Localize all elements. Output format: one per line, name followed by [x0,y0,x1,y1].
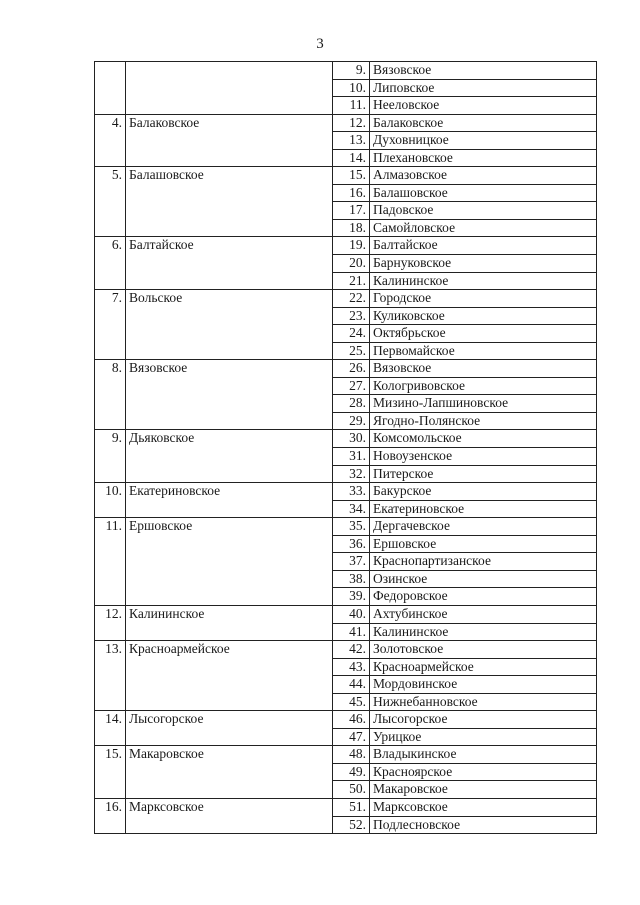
settlement-number: 40. [333,605,370,623]
settlement-name: Самойловское [370,219,597,237]
settlement-number: 14. [333,149,370,167]
page-number: 3 [316,36,324,52]
settlement-name: Комсомольское [370,430,597,448]
table-row [95,360,597,378]
settlement-number: 46. [333,711,370,729]
table-row [95,518,597,536]
table-row [95,605,597,623]
settlement-name: Куликовское [370,307,597,325]
settlement-number: 41. [333,623,370,641]
settlement-name: Золотовское [370,641,597,659]
settlement-name: Озинское [370,570,597,588]
district-name: Марксовское [126,798,333,833]
settlement-number: 42. [333,641,370,659]
table-row [95,237,597,255]
district-number: 12. [95,605,126,640]
settlement-name: Урицкое [370,728,597,746]
settlement-name: Балашовское [370,184,597,202]
settlement-name: Калининское [370,623,597,641]
district-number: 11. [95,518,126,606]
settlement-name: Первомайское [370,342,597,360]
district-number: 14. [95,711,126,746]
settlement-number: 9. [333,62,370,80]
district-number: 16. [95,798,126,833]
settlement-number: 45. [333,693,370,711]
settlement-number: 18. [333,219,370,237]
settlement-number: 43. [333,658,370,676]
settlement-name: Макаровское [370,781,597,799]
district-name: Лысогорское [126,711,333,746]
table-row [95,641,597,659]
settlement-name: Лысогорское [370,711,597,729]
table-row [95,711,597,729]
settlement-number: 48. [333,746,370,764]
settlement-name: Ершовское [370,535,597,553]
settlement-name: Октябрьское [370,325,597,343]
settlement-number: 25. [333,342,370,360]
settlement-number: 34. [333,500,370,518]
settlement-number: 49. [333,763,370,781]
settlement-name: Балтайское [370,237,597,255]
settlement-name: Вязовское [370,62,597,80]
settlement-name: Вязовское [370,360,597,378]
settlement-number: 38. [333,570,370,588]
district-name: Вольское [126,290,333,360]
settlement-number: 17. [333,202,370,220]
settlement-name: Городское [370,290,597,308]
table-row [95,483,597,501]
settlement-number: 22. [333,290,370,308]
table-row [95,798,597,816]
district-name: Екатериновское [126,483,333,518]
table-row [95,746,597,764]
table-row [95,290,597,308]
district-name: Балтайское [126,237,333,290]
settlement-name: Марксовское [370,798,597,816]
settlement-name: Подлесновское [370,816,597,834]
settlement-name: Красноармейское [370,658,597,676]
table-body [95,62,597,834]
district-name: Калининское [126,605,333,640]
settlement-name: Ахтубинское [370,605,597,623]
settlement-number: 37. [333,553,370,571]
district-number: 5. [95,167,126,237]
settlement-number: 31. [333,448,370,466]
settlement-number: 10. [333,79,370,97]
table-row [95,114,597,132]
settlement-number: 11. [333,97,370,115]
district-number: 4. [95,114,126,167]
settlement-name: Нееловское [370,97,597,115]
district-number: 15. [95,746,126,799]
settlement-number: 16. [333,184,370,202]
settlement-name: Духовницкое [370,132,597,150]
settlement-name: Плехановское [370,149,597,167]
settlement-number: 24. [333,325,370,343]
settlement-number: 29. [333,412,370,430]
settlement-number: 12. [333,114,370,132]
district-number [95,62,126,115]
settlement-name: Новоузенское [370,448,597,466]
settlement-number: 35. [333,518,370,536]
settlement-number: 52. [333,816,370,834]
settlement-name: Падовское [370,202,597,220]
settlement-name: Балаковское [370,114,597,132]
settlement-number: 44. [333,676,370,694]
settlement-number: 27. [333,377,370,395]
settlement-name: Дергачевское [370,518,597,536]
settlement-number: 51. [333,798,370,816]
settlement-name: Барнуковское [370,255,597,273]
district-name: Вязовское [126,360,333,430]
settlement-name: Ягодно-Полянское [370,412,597,430]
district-number: 6. [95,237,126,290]
settlement-number: 26. [333,360,370,378]
settlement-number: 13. [333,132,370,150]
settlement-number: 33. [333,483,370,501]
district-name: Дьяковское [126,430,333,483]
settlement-name: Красноярское [370,763,597,781]
district-name: Красноармейское [126,641,333,711]
district-number: 10. [95,483,126,518]
settlement-name: Калининское [370,272,597,290]
settlements-table [94,61,597,834]
settlement-number: 36. [333,535,370,553]
settlement-name: Екатериновское [370,500,597,518]
settlement-number: 23. [333,307,370,325]
district-name: Макаровское [126,746,333,799]
settlement-number: 39. [333,588,370,606]
district-name [126,62,333,115]
district-name: Ершовское [126,518,333,606]
settlement-name: Краснопартизанское [370,553,597,571]
settlement-number: 32. [333,465,370,483]
settlement-name: Владыкинское [370,746,597,764]
district-number: 13. [95,641,126,711]
district-number: 7. [95,290,126,360]
settlement-number: 50. [333,781,370,799]
settlement-number: 30. [333,430,370,448]
settlement-name: Кологривовское [370,377,597,395]
settlement-name: Нижнебанновское [370,693,597,711]
district-name: Балаковское [126,114,333,167]
settlement-number: 21. [333,272,370,290]
settlement-name: Питерское [370,465,597,483]
district-number: 8. [95,360,126,430]
settlement-number: 28. [333,395,370,413]
settlement-name: Алмазовское [370,167,597,185]
settlement-number: 47. [333,728,370,746]
settlement-name: Бакурское [370,483,597,501]
settlement-number: 20. [333,255,370,273]
table-row [95,167,597,185]
district-number: 9. [95,430,126,483]
settlement-number: 19. [333,237,370,255]
settlement-name: Федоровское [370,588,597,606]
settlement-name: Мордовинское [370,676,597,694]
settlement-name: Липовское [370,79,597,97]
table-row [95,430,597,448]
table-row [95,62,597,80]
settlement-name: Мизино-Лапшиновское [370,395,597,413]
district-name: Балашовское [126,167,333,237]
settlement-number: 15. [333,167,370,185]
